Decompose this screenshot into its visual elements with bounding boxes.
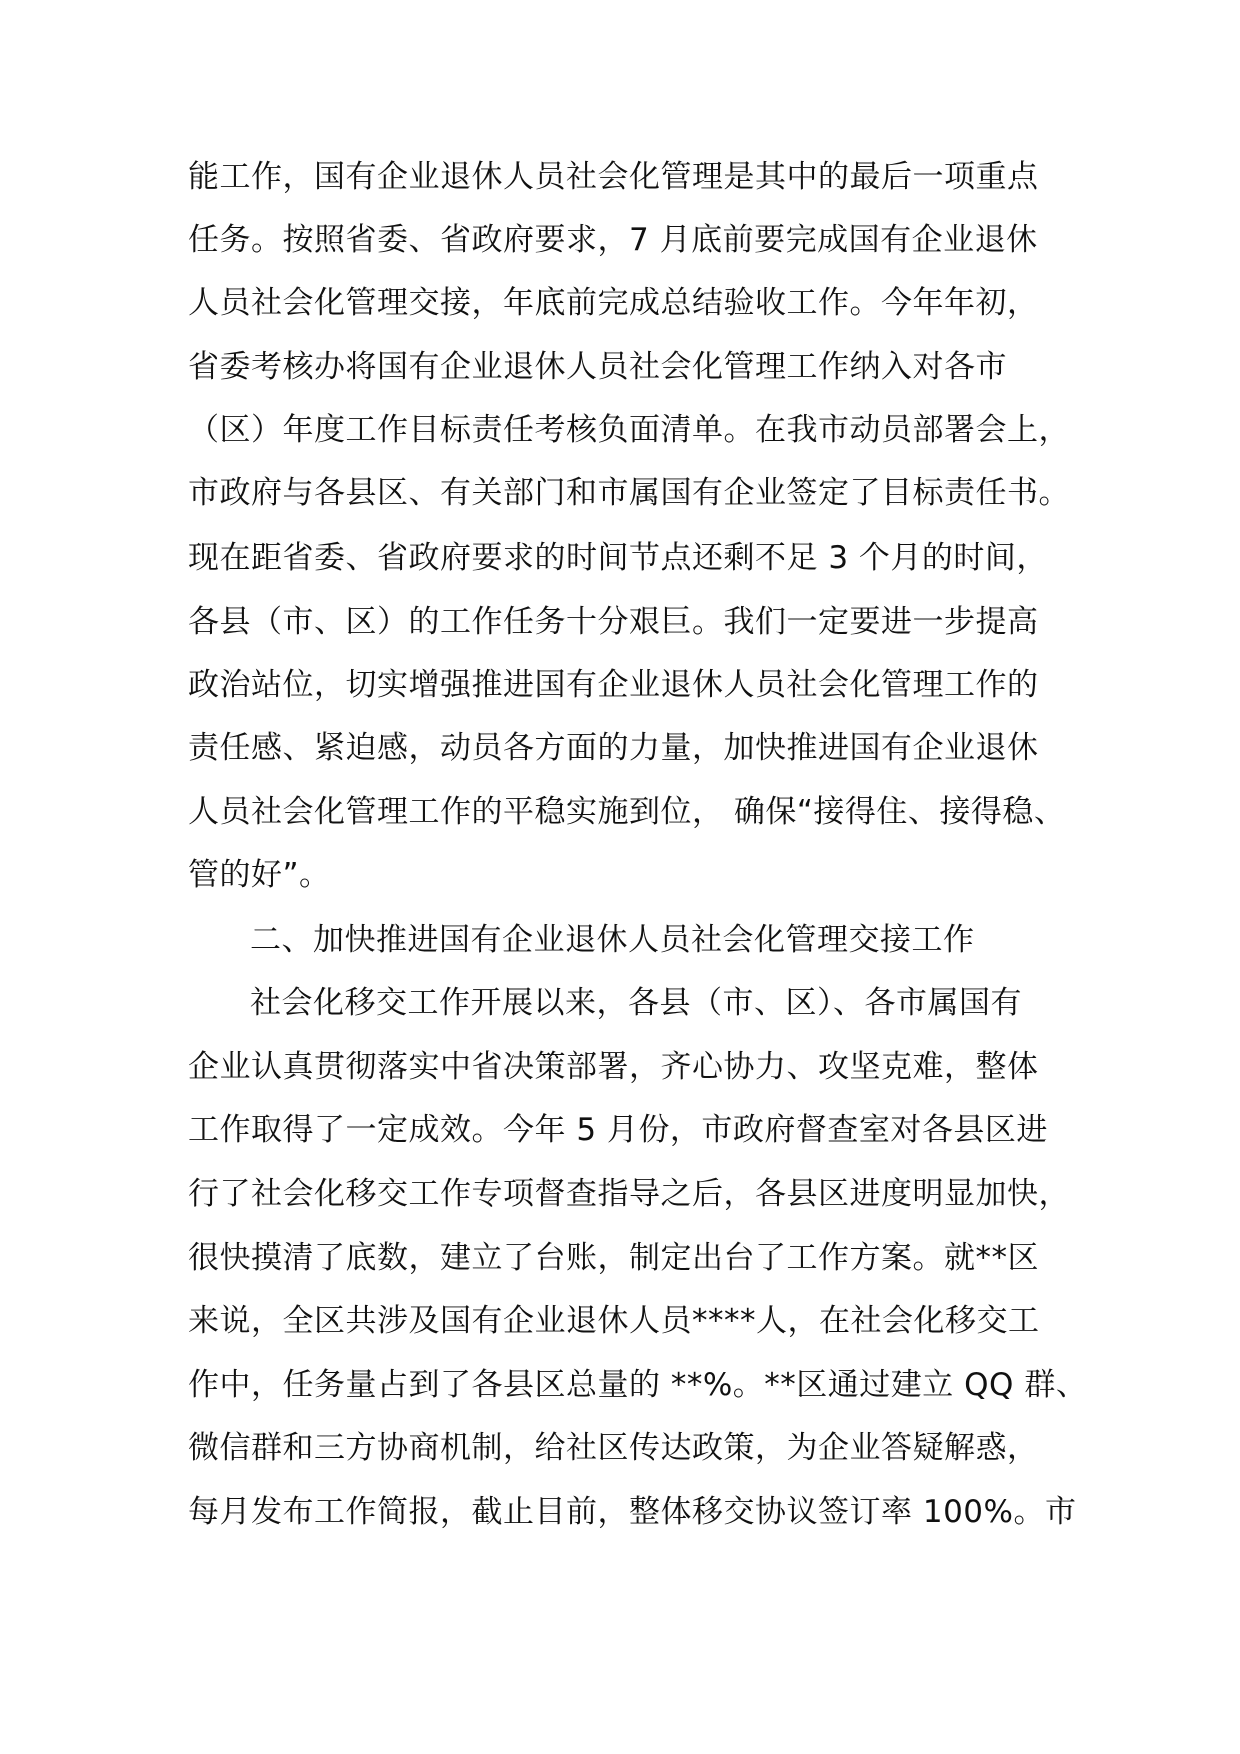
text-line: 人员社会化管理交接，年底前完成总结验收工作。今年年初， (188, 285, 1039, 321)
text-line: 现在距省委、省政府要求的时间节点还剩不足 3 个月的时间， (188, 540, 1048, 576)
text-line: 市政府与各县区、有关部门和市属国有企业签定了目标责任书。 (188, 475, 1070, 511)
text-line: 企业认真贯彻落实中省决策部署，齐心协力、攻坚克难，整体 (188, 1049, 1039, 1085)
text-line: 政治站位，切实增强推进国有企业退休人员社会化管理工作的 (188, 667, 1039, 703)
text-line: 来说，全区共涉及国有企业退休人员****人，在社会化移交工 (188, 1303, 1040, 1339)
text-line: 人员社会化管理工作的平稳实施到位， 确保“接得住、接得稳、 (188, 794, 1066, 830)
text-line: 每月发布工作简报，截止目前，整体移交协议签订率 100%。市 (188, 1494, 1077, 1530)
text-line: 行了社会化移交工作专项督查指导之后，各县区进度明显加快， (188, 1176, 1070, 1212)
text-line: 社会化移交工作开展以来，各县（市、区）、各市属国有 (250, 985, 1022, 1021)
text-line: 任务。按照省委、省政府要求，7 月底前要完成国有企业退休 (188, 222, 1038, 258)
text-line: 能工作，国有企业退休人员社会化管理是其中的最后一项重点 (188, 159, 1039, 195)
text-line: 很快摸清了底数，建立了台账，制定出台了工作方案。就**区 (188, 1240, 1039, 1276)
text-line: 各县（市、区）的工作任务十分艰巨。我们一定要进一步提高 (188, 604, 1039, 640)
text-line: 工作取得了一定成效。今年 5 月份，市政府督查室对各县区进 (188, 1112, 1048, 1148)
text-line: 管的好”。 (188, 857, 331, 893)
text-line: 省委考核办将国有企业退休人员社会化管理工作纳入对各市 (188, 349, 1007, 385)
text-line: 微信群和三方协商机制，给社区传达政策，为企业答疑解惑， (188, 1430, 1039, 1466)
text-line: （区）年度工作目标责任考核负面清单。在我市动员部署会上， (188, 412, 1070, 448)
text-line: 作中，任务量占到了各县区总量的 **%。**区通过建立 QQ 群、 (188, 1367, 1088, 1403)
section-heading: 二、加快推进国有企业退休人员社会化管理交接工作 (250, 922, 975, 958)
text-line: 责任感、紧迫感，动员各方面的力量，加快推进国有企业退休 (188, 730, 1039, 766)
